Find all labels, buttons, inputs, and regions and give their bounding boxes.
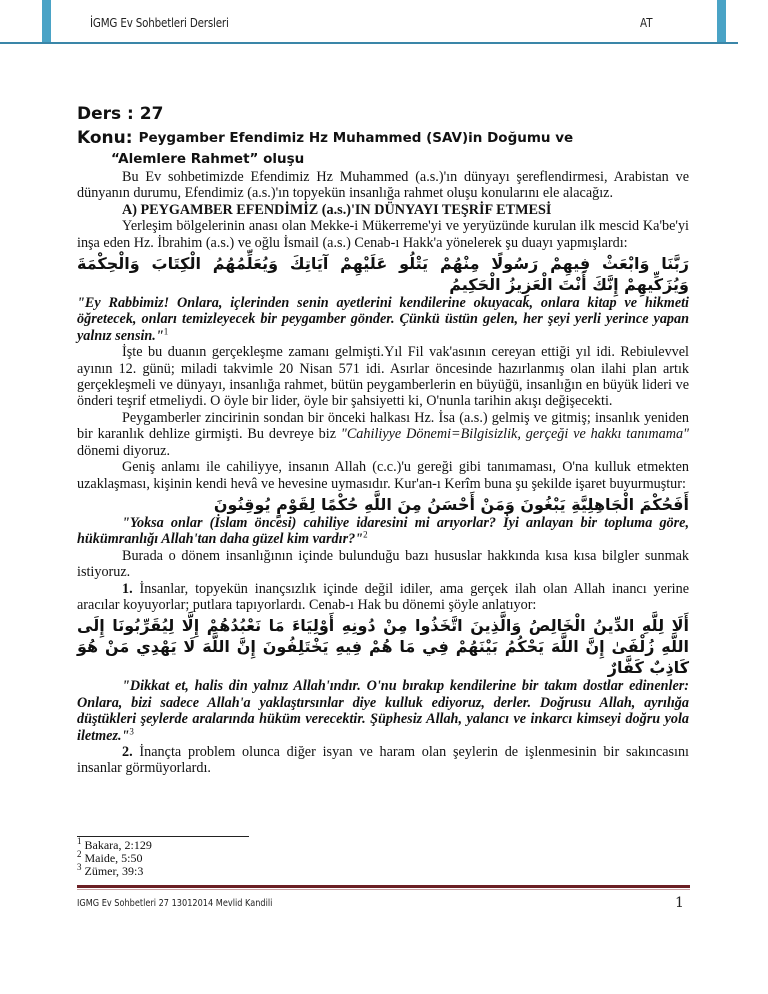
- lesson-topic: [77, 127, 689, 149]
- footer-text: IGMG Ev Sohbetleri 27 13012014 Mevlid Kandili: [77, 898, 273, 909]
- paragraph-2: İşte bu duanın gerçekleşme zamanı gelmişti.Yıl Fil vak'asının cereyan ettiği yıl idi. Rebiulevvel ayının 12. günü; miladi takvimle 20 Nisan 571 idi. Asırlar öncesinde hazırlanmış olan ilahi plan artık gerçekleşmeli ve dünyayı, insanlığa rahmet, bütün peygamberlerin en büyüğü, insanlığın en büyük lideri ve önderi teşrif etmeliydi. O öyle bir lider, öyle bir şahsiyetti ki, O'nunla tarihin akışı değişecekti.: [77, 344, 689, 410]
- footnote-ref-3[interactable]: 3: [129, 725, 134, 736]
- footnote-2-text: Maide, 5:50: [81, 851, 143, 866]
- arabic-verse-2: أَفَحُكْمَ الْجَاهِلِيَّةِ يَبْغُونَ وَمَنْ أَحْسَنُ مِنَ اللَّهِ حُكْمًا لِقَوْمٍ يُوقِنُونَ: [213, 494, 689, 514]
- paragraph-3-start: Peygamberler zincirinin sondan bir önceki halkası Hz. İsa (a.s.) gelmiş ve gitmiş; insanlık yeniden bir karanlık dehlize girmişti. Bu devreye biz: [77, 409, 689, 443]
- topic-label: Konu:: [77, 128, 133, 148]
- paragraph-3-italic: "Cahiliyye Dönemi=Bilgisizlik, gerçeği ve hakkı tanımama": [340, 426, 689, 443]
- arabic-verse-1: رَبَّنَا وَابْعَثْ فِيهِمْ رَسُولًا مِنْهُمْ يَتْلُو عَلَيْهِمْ آيَاتِكَ وَيُعَلِّمُهُمُ الْكِتَابَ وَالْحِكْمَةَ وَيُزَكِّيهِمْ إِنَّكَ أَنْتَ الْعَزِيزُ الْحَكِيمُ: [77, 254, 689, 295]
- topic-line-2: “Alemlere Rahmet” oluşu: [111, 151, 305, 167]
- header-rule: [0, 42, 738, 44]
- quote-2-text: "Yoksa onlar (İslam öncesi) cahiliye idaresini mi arıyorlar? İyi anlayan bir topluma göre, hükümranlığı Allah'tan daha güzel kim vardır?": [77, 514, 689, 548]
- list-item-2-text: İnançta problem olunca diğer isyan ve haram olan şeylerin de işlenmesinin bir sakıncasını insanlar görmüyorlardı.: [77, 743, 689, 777]
- list-item-1-number: 1.: [122, 580, 133, 597]
- header-author-initials: AT: [640, 16, 653, 30]
- section-a-heading: A) PEYGAMBER EFENDİMİZ (a.s.)'IN DÜNYAYI TEŞRİF ETMESİ: [122, 201, 552, 218]
- footnote-3-number: 3: [77, 862, 82, 873]
- paragraph-3-end: dönemi diyoruz.: [77, 442, 170, 459]
- list-item-2: [77, 744, 689, 777]
- list-item-1: [77, 581, 689, 614]
- paragraph-5: Burada o dönem insanlığının içinde bulunduğu bazı hususlar hakkında kısa kısa bilgler sunmak istiyoruz.: [77, 547, 689, 581]
- footnote-1-text: Bakara, 2:129: [81, 838, 152, 852]
- footnote-ref-1[interactable]: 1: [163, 326, 169, 337]
- document-body: [77, 80, 689, 777]
- footnote-3: [77, 862, 152, 879]
- quote-1: [77, 295, 689, 344]
- footer-rule-thin: [77, 889, 690, 890]
- footnote-separator: [77, 836, 249, 837]
- header-title: İGMG Ev Sohbetleri Dersleri: [90, 16, 229, 30]
- quote-2: [77, 515, 689, 548]
- footnote-ref-2[interactable]: 2: [363, 529, 368, 540]
- quote-1-text: "Ey Rabbimiz! Onlara, içlerinden senin ayetlerini kendilerine okuyacak, onlara kitap ve hikmeti öğretecek, onları temizleyecek bir peygamber gönder. Çünkü üstün gelen, her şeyi yerli yerince yapan yalnız sensin.": [77, 295, 689, 344]
- footnote-2-number: 2: [77, 849, 82, 860]
- intro-paragraph: Bu Ev sohbetimizde Efendimiz Hz Muhammed (a.s.)'ın dünyayı şereflendirmesi, Arabistan ve dünyanın durumu, Efendimiz (a.s.)'ın topyekün insanlığa rahmet oluşu konularını ele alacağız.: [77, 169, 689, 202]
- footer-rule-thick: [77, 885, 690, 888]
- arabic-verse-3: أَلَا لِلَّهِ الدِّينُ الْخَالِصُ وَالَّذِينَ اتَّخَذُوا مِنْ دُونِهِ أَوْلِيَاءَ مَا نَعْبُدُهُمْ إِلَّا لِيُقَرِّبُونَا إِلَى اللَّهِ زُلْفَىٰ إِنَّ اللَّهَ يَحْكُمُ بَيْنَهُمْ فِي مَا هُمْ فِيهِ يَخْتَلِفُونَ إِنَّ اللَّهَ لَا يَهْدِي مَنْ هُوَ كَاذِبٌ كَفَّارٌ: [77, 616, 689, 678]
- lesson-number: Ders : 27: [77, 104, 164, 124]
- quote-3: [77, 678, 689, 744]
- topic-line-1: Peygamber Efendimiz Hz Muhammed (SAV)in Doğumu ve: [138, 130, 574, 146]
- paragraph-1: Yerleşim bölgelerinin anası olan Mekke-i Mükerreme'yi ve yeryüzünde kurulan ilk mescid Ka'be'yi inşa eden Hz. İbrahim (a.s.) ve oğlu İsmail (a.s.) Cenab-ı Hakk'a yönelerek şu duayı yapmışlardı:: [77, 218, 689, 251]
- quote-3-text: "Dikkat et, halis din yalnız Allah'ındır. O'nu bırakıp kendilerine bir takım dostlar edinenler: Onlara, bizi sadece Allah'a yaklaştırsınlar diye kulluk ediyoruz, derler. Doğrusu Allah, ayrılığa düştükleri şeylerde aralarında hüküm verecektir. Şüphesiz Allah, yalancı ve inkarcı kimseyi doğru yola iletmez.": [77, 678, 689, 744]
- list-item-1-text: İnsanlar, topyekün inançsızlık içinde değil idiler, ama gerçek ilah olan Allah inancı yerine aracılar koyuyorlar; putlara tapıyorlardı. Cenab-ı Hak bu dönemi şöyle anlatıyor:: [77, 580, 689, 613]
- footnote-1-number: 1: [77, 836, 82, 846]
- paragraph-4: Geniş anlamı ile cahiliyye, insanın Allah (c.c.)'u gereği gibi tanımaması, O'na kulluk etmekten uzaklaşması, kişinin kendi hevâ ve hevesine uymasıdır. Kur'an-ı Kerîm buna şu şekilde işaret buyurmuştur:: [77, 459, 689, 492]
- paragraph-3: [77, 410, 689, 459]
- footnotes: [77, 836, 152, 879]
- header-left-accent-bar: [42, 0, 51, 43]
- page-number: 1: [675, 895, 684, 911]
- header-right-accent-bar: [717, 0, 726, 43]
- footnote-3-text: Zümer, 39:3: [81, 864, 144, 879]
- list-item-2-number: 2.: [122, 743, 133, 760]
